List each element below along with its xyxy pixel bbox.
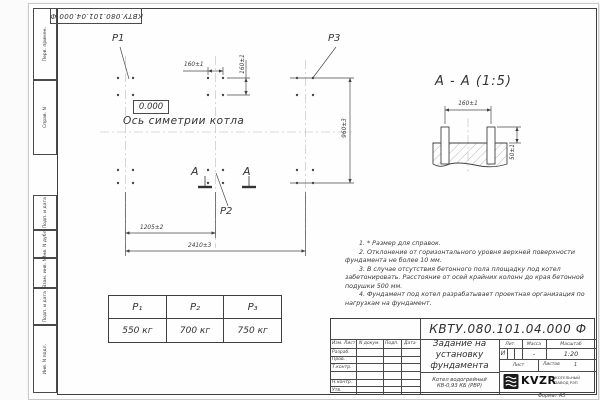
tb-row-tkontr: Т.контр. [332, 364, 352, 370]
load-table-value: 700 кг [166, 319, 224, 343]
tb-scale-value: 1:20 [563, 349, 579, 358]
load-table-header: P₂ [166, 296, 224, 319]
load-table-header: P₃ [224, 296, 282, 319]
section-letter-right: А [243, 165, 251, 178]
note-item: 3. В случае отсутствия бетонного пола площадку под котел забетонировать. Расстояние от осей крайних колонн до края бетонной подушки 500 мм. [345, 265, 584, 290]
dim-960: 960±3 [342, 118, 348, 138]
format-note: Формат А3 [538, 393, 566, 399]
section-letter-left: А [191, 165, 199, 178]
dim-1205: 1205±2 [140, 225, 164, 231]
section-dim-160: 160±1 [458, 101, 478, 107]
title-block-product [420, 372, 499, 394]
tb-sheets-value: 1 [574, 361, 578, 368]
tb-mass-value: - [532, 349, 536, 358]
plan-point-label-p3: P3 [328, 33, 341, 44]
load-table-header: P₁ [109, 296, 167, 319]
tb-lit-value: И [500, 350, 506, 357]
tb-row-nkontr: Н.контр. [332, 380, 353, 385]
section-title: А - А (1:5) [435, 74, 512, 89]
company-sub-line: КОТЕЛЬНЫЙ [555, 375, 580, 380]
tb-col-n-dokum: N докум. [359, 341, 380, 346]
dim-2410: 2410±3 [188, 243, 212, 249]
tb-company-name: KVZR [521, 374, 557, 387]
title-line: Задание на [432, 339, 487, 349]
top-stamp-doc-number: КВТУ.080.101.04.000 Ф [49, 12, 143, 20]
title-line: установку [435, 350, 484, 360]
tb-mass-label: Масса [526, 341, 542, 347]
strip-label: Справ. N [42, 106, 48, 128]
tb-sheet-label: Лист [512, 362, 525, 368]
note-item: 4. Фундамент под котел разрабатывает проектная организация по нагрузкам на фундамент. [345, 291, 585, 307]
load-table-value: 750 кг [224, 319, 282, 343]
title-block [330, 318, 595, 393]
tb-col-podp: Подп. [385, 341, 399, 346]
load-table-value: 550 кг [109, 319, 167, 343]
dim-160-horizontal: 160±1 [184, 62, 204, 68]
plan-point-label-p2: P2 [220, 206, 233, 217]
plan-point-label-p1: P1 [112, 33, 125, 44]
symmetry-axis-label: Ось симетрии котла [123, 115, 245, 127]
company-sub-line: ЗАВОД РЭП [555, 379, 578, 385]
strip-label: Инв. N подл. [42, 343, 48, 375]
tb-col-data: Дата [404, 341, 416, 346]
title-line: фундамента [430, 361, 489, 371]
note-item: 1. * Размер для справок. [359, 240, 441, 247]
product-line: Котел водогрейный [432, 376, 487, 383]
anchor-bolt [441, 127, 449, 164]
title-block-doc-number: КВТУ.080.101.04.000 Ф [429, 322, 587, 336]
section-dim-50: 50±1 [510, 144, 516, 160]
tb-row-razrab: Разраб. [332, 349, 350, 355]
tb-scale-label: Масштаб [560, 341, 582, 347]
title-block-title [420, 339, 499, 372]
product-line: КВ-0,93 КБ (РВР) [436, 383, 483, 389]
strip-label: Инв. N дубл. [42, 228, 48, 260]
note-item: 2. Отклонение от горизонтального уровня верхней поверхности фундамента не более 10 мм. [345, 248, 575, 265]
tb-sheets-label: Листов [543, 361, 560, 367]
section-detail [433, 127, 507, 167]
tb-company-subtitle [555, 376, 580, 386]
axis-lines [100, 56, 468, 248]
strip-label: Перв. примен. [42, 26, 48, 62]
dim-160-vertical: 160±1 [240, 54, 246, 74]
strip-label: Подп. и дата [42, 290, 48, 323]
strip-label: Взам. инв. N [42, 258, 48, 288]
notes-block [345, 240, 595, 309]
anchor-bolt [487, 127, 495, 164]
strip-label: Подп. и дата [42, 196, 48, 229]
tb-lit-label: Лит. [505, 341, 516, 347]
tb-col-izm-list: Изм. Лист [332, 341, 356, 346]
tb-row-utv: Утв. [332, 387, 342, 393]
tb-row-prov: Пров. [332, 357, 346, 362]
kvzr-logo-icon [503, 374, 519, 389]
elevation-mark: 0.000 [133, 100, 169, 114]
load-table [108, 295, 282, 342]
